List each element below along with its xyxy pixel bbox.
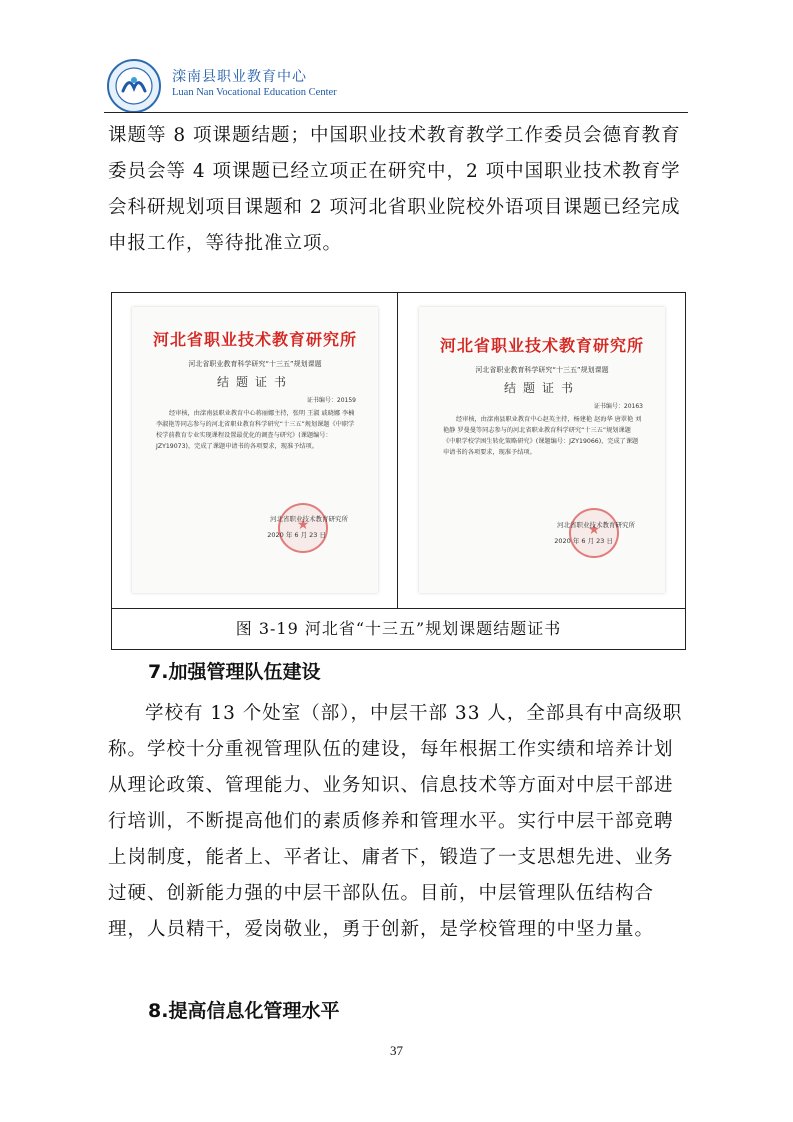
certificate-date: 2020 年 6 月 23 日 xyxy=(554,537,613,545)
certificate-number: 证书编号：20159 xyxy=(306,397,356,404)
red-seal-icon xyxy=(278,503,328,553)
figure-certificates xyxy=(111,292,686,650)
header-divider xyxy=(104,112,688,113)
paragraph-research-topics: 课题等 8 项课题结题；中国职业技术教育教学工作委员会德育教育委员会等 4 项课题已经立项正在研究中，2 项中国职业技术教育学会科研规划项目课题和 2 项河北省职业院校外语项目课题已经完成申报工作，等待批准立项。 xyxy=(108,125,681,254)
certificate-right xyxy=(419,307,665,593)
certificate-left xyxy=(132,307,378,593)
certificate-date: 2020 年 6 月 23 日 xyxy=(267,531,326,539)
certificate-number: 证书编号：20163 xyxy=(593,403,643,410)
certificate-org: 河北省职业技术教育研究所 xyxy=(439,336,644,355)
certificate-subtitle: 河北省职业教育科学研究“十三五”规划课题 xyxy=(188,360,322,368)
certificate-title: 结题证书 xyxy=(216,375,293,389)
certificate-signature: 河北省职业技术教育研究所 xyxy=(557,521,635,529)
certificate-title: 结题证书 xyxy=(503,381,580,395)
red-seal-icon xyxy=(569,508,619,558)
figure-divider xyxy=(397,293,398,608)
figure-caption: 图 3-19 河北省“十三五”规划课题结题证书 xyxy=(235,619,562,638)
school-logo-icon xyxy=(106,58,162,114)
certificate-signature: 河北省职业技术教育研究所 xyxy=(270,515,348,523)
paragraph-management-team: 学校有 13 个处室（部），中层干部 33 人，全部具有中高级职称。学校十分重视管理队伍的建设，每年根据工作实绩和培养计划从理论政策、管理能力、业务知识、信息技术等方面对中层干部进行培训，不断提高他们的素质修养和管理水平。实行中层干部竞聘上岗制度，能者上、平者让、庸者下，锻造了一支思想先进、业务过硬、创新能力强的中层干部队伍。目前，中层管理队伍结构合理，人员精干，爱岗敬业，勇于创新，是学校管理的中坚力量。 xyxy=(108,703,683,940)
certificate-body: 经审核，由滦南县职业教育中心蒋丽娜主持，张明 王淑 戚晓娜 李楠 李淑艳等同志参与的河北省职业教育科学研究“十三五”规划课题《中职学校学前教育专业实现课程设置最优化的调查与研究》(课题编号：JZY19073)，完成了课题申请书的各项要求，现准予结项。 xyxy=(156,410,355,450)
section-heading-8: 8.提高信息化管理水平 xyxy=(148,1000,340,1022)
header-org-cn: 滦南县职业教育中心 xyxy=(172,69,307,85)
section-heading-7: 7.加强管理队伍建设 xyxy=(148,661,321,683)
certificate-subtitle: 河北省职业教育科学研究“十三五”规划课题 xyxy=(475,366,609,374)
certificate-body: 经审核，由滦南县职业教育中心赵英主持，杨建艳 赵海华 唐翠艳 刘艳静 罗曼曼等同志参与的河北省职业教育科学研究“十三五”规划课题《中职学校学困生转化策略研究》(课题编号：JZY19066)，完成了课题申请书的各项要求，现准予结项。 xyxy=(443,416,642,456)
page-header xyxy=(0,0,793,120)
header-org-en: Luan Nan Vocational Education Center xyxy=(172,87,337,98)
certificate-org: 河北省职业技术教育研究所 xyxy=(152,330,357,349)
page-number: 37 xyxy=(390,1043,403,1058)
